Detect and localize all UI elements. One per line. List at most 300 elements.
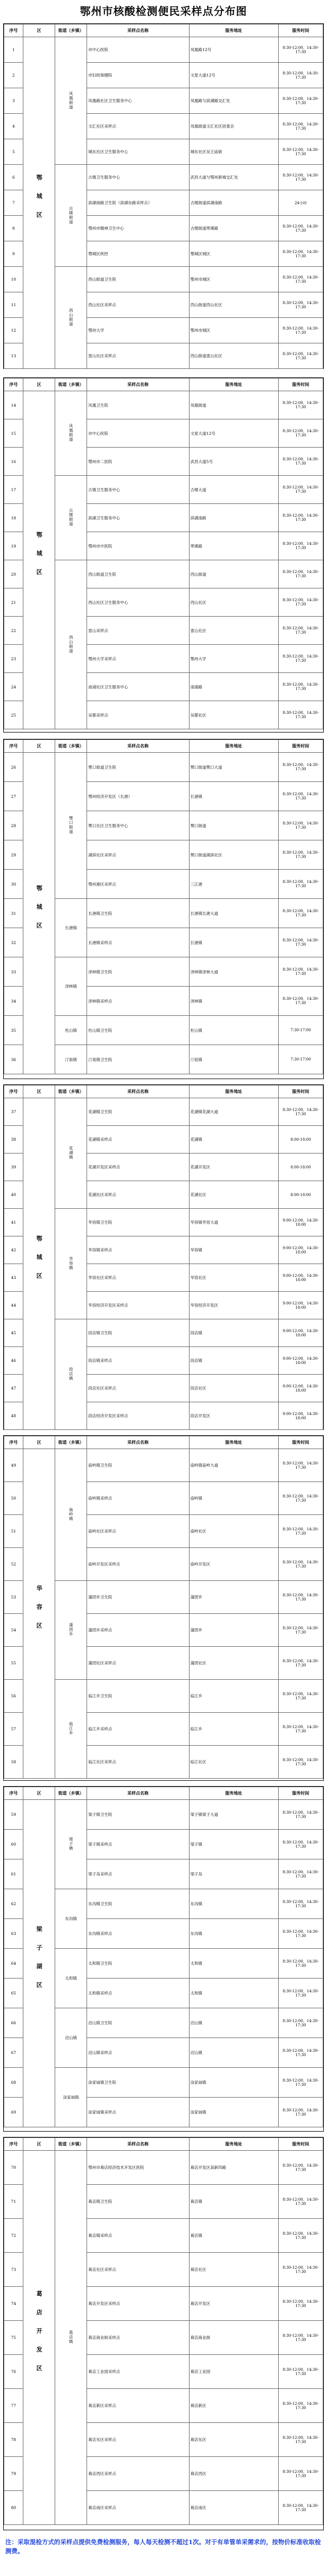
site-address: 杜山镇 bbox=[189, 1016, 278, 1045]
street-cell bbox=[55, 391, 87, 476]
row-number: 79 bbox=[4, 2457, 23, 2491]
column-header-address: 服务地址 bbox=[189, 1436, 278, 1449]
site-name: 梁子岛采样点 bbox=[87, 1859, 189, 1889]
site-name: 长港镇卫生院 bbox=[87, 899, 189, 928]
site-name: 凤凰路社区卫生服务中心 bbox=[87, 88, 189, 114]
column-header-address: 服务地址 bbox=[189, 1787, 278, 1800]
district-name: 鄂城区 bbox=[36, 1235, 43, 1291]
street-cell bbox=[55, 1016, 87, 1045]
site-name: 滨湖卫生服务中心 bbox=[87, 504, 189, 532]
service-hours: 8:30-12:00，14:30-17:30 bbox=[278, 1830, 323, 1859]
service-hours: 8:30-12:00，14:30-17:30 bbox=[278, 343, 323, 369]
header-row bbox=[4, 1787, 323, 1800]
street-name: 东沟镇 bbox=[65, 1916, 77, 1921]
row-number: 45 bbox=[4, 1319, 23, 1347]
site-address: 庙岭镇庙岭大道 bbox=[189, 1449, 278, 1482]
service-hours: 8:00-18:00 bbox=[278, 1181, 323, 1209]
site-address: 葛店社区 bbox=[189, 2253, 278, 2287]
sites-table bbox=[4, 2137, 323, 2525]
site-name: 鄂州市精神卫生中心 bbox=[87, 216, 189, 241]
row-number: 37 bbox=[4, 1098, 23, 1126]
row-number: 47 bbox=[4, 1375, 23, 1402]
service-hours: 8:30-12:00，14:30-17:30 bbox=[278, 139, 323, 165]
site-name: 东沟镇卫生院 bbox=[87, 1889, 189, 1919]
service-hours: 8:30-12:00，14:30-17:30 bbox=[278, 588, 323, 617]
site-address: 凤凰街道 bbox=[189, 391, 278, 419]
site-address: 葛店西区 bbox=[189, 2457, 278, 2491]
header-row bbox=[4, 740, 323, 753]
site-address: 临江乡 bbox=[189, 1713, 278, 1746]
column-header-address: 服务地址 bbox=[189, 2138, 278, 2151]
site-address: 凤凰路12号 bbox=[189, 37, 278, 63]
district-name: 华容区 bbox=[36, 1585, 43, 1641]
street-cell bbox=[55, 1581, 87, 1680]
column-header-site: 采样点名称 bbox=[87, 740, 189, 753]
site-address: 鄂州市城区 bbox=[189, 318, 278, 343]
site-name: 涂家垴镇采样点 bbox=[87, 2098, 189, 2127]
column-header-no: 序号 bbox=[4, 378, 23, 391]
row-number: 46 bbox=[4, 1347, 23, 1375]
service-hours: 8:30-12:00，14:30-17:30 bbox=[278, 2389, 323, 2423]
column-header-address: 服务地址 bbox=[189, 740, 278, 753]
site-address: 葛店镇 bbox=[189, 2185, 278, 2219]
row-number: 41 bbox=[4, 1209, 23, 1236]
site-name: 鄂州市葛店经济技术开发区医院 bbox=[87, 2151, 189, 2185]
street-cell bbox=[55, 476, 87, 560]
site-address: 樊口街道 bbox=[189, 811, 278, 840]
site-address: 华容镇 bbox=[189, 1236, 278, 1264]
service-hours: 8:30-12:00，14:30-17:30 bbox=[278, 870, 323, 899]
site-name: 梁子镇采样点 bbox=[87, 1830, 189, 1859]
sites-table bbox=[4, 1085, 323, 1430]
header-row bbox=[4, 24, 323, 37]
site-address: 西山街道 bbox=[189, 560, 278, 588]
street-name: 梁子镇 bbox=[68, 1837, 74, 1851]
service-hours: 8:30-12:00，14:30-17:30 bbox=[278, 2068, 323, 2098]
service-hours: 8:30-12:00，14:30-17:30 bbox=[278, 165, 323, 190]
site-address: 东沟镇 bbox=[189, 1919, 278, 1949]
site-name: 临江乡卫生院 bbox=[87, 1680, 189, 1713]
service-hours: 8:30-12:00，14:30-17:30 bbox=[278, 899, 323, 928]
service-hours: 8:30-12:00，14:30-17:30 bbox=[278, 1979, 323, 2008]
street-name: 凤凰街道 bbox=[68, 424, 74, 442]
site-name: 湖滨社区采样点 bbox=[87, 840, 189, 870]
service-hours: 8:30-12:00，14:30-17:30 bbox=[278, 1647, 323, 1680]
site-address: 葛店镇 bbox=[189, 2219, 278, 2253]
service-hours: 8:30-12:00，14:30-17:30 bbox=[278, 448, 323, 476]
site-name: 庙岭镇卫生院 bbox=[87, 1449, 189, 1482]
site-address: 沼山镇 bbox=[189, 2038, 278, 2068]
row-number: 34 bbox=[4, 987, 23, 1016]
service-hours: 8:30-12:00，14:30-17:30 bbox=[278, 241, 323, 267]
row-number: 12 bbox=[4, 318, 23, 343]
column-header-no: 序号 bbox=[4, 1787, 23, 1800]
service-hours: 8:30-12:00，14:30-17:30 bbox=[278, 645, 323, 673]
district-name: 梁子湖区 bbox=[36, 1925, 43, 2000]
street-cell bbox=[55, 1680, 87, 1779]
service-hours: 8:30-12:00，14:30-17:30 bbox=[278, 476, 323, 504]
service-hours: 8:30-12:00，14:30-17:30 bbox=[278, 2219, 323, 2253]
site-address: 涂家垴镇 bbox=[189, 2098, 278, 2127]
site-name: 西山街道卫生院 bbox=[87, 267, 189, 292]
district-name: 鄂城区 bbox=[36, 532, 43, 587]
service-hours: 8:30-12:00，14:30-17:30 bbox=[278, 1680, 323, 1713]
site-address: 庙岭开发区 bbox=[189, 1548, 278, 1581]
column-header-no: 序号 bbox=[4, 24, 23, 37]
row-number: 67 bbox=[4, 2038, 23, 2068]
service-hours: 8:30-12:00，14:30-17:30 bbox=[278, 782, 323, 811]
site-address: 长港镇长港大道 bbox=[189, 899, 278, 928]
site-name: 花湖社区采样点 bbox=[87, 1181, 189, 1209]
row-number: 31 bbox=[4, 899, 23, 928]
row-number: 40 bbox=[4, 1181, 23, 1209]
service-hours: 8:30-12:00，14:30-17:30 bbox=[278, 318, 323, 343]
site-address: 城东社区吴王庙街 bbox=[189, 139, 278, 165]
street-cell bbox=[55, 165, 87, 267]
table-sheet bbox=[3, 23, 324, 369]
site-name: 长港镇采样点 bbox=[87, 928, 189, 957]
service-hours: 8:30-12:00，14:30-17:30 bbox=[278, 753, 323, 782]
site-name: 杜山镇卫生院 bbox=[87, 1016, 189, 1045]
street-cell bbox=[55, 1449, 87, 1581]
service-hours: 9:00-12:00，14:30-18:00 bbox=[278, 1292, 323, 1319]
street-name: 段店镇 bbox=[68, 1367, 74, 1381]
site-address: 樊口街道樊口大道 bbox=[189, 753, 278, 782]
row-number: 10 bbox=[4, 267, 23, 292]
site-name: 凤凰卫生院 bbox=[87, 391, 189, 419]
column-header-site: 采样点名称 bbox=[87, 24, 189, 37]
street-cell bbox=[55, 1209, 87, 1319]
service-hours: 8:30-12:00，14:30-17:30 bbox=[278, 1548, 323, 1581]
site-address: 沼山镇 bbox=[189, 2008, 278, 2038]
site-address: 梁子岛 bbox=[189, 1859, 278, 1889]
site-name: 葛店南区采样点 bbox=[87, 2491, 189, 2525]
site-address: 庙岭社区 bbox=[189, 1515, 278, 1548]
site-address: 葛店商业街 bbox=[189, 2321, 278, 2355]
site-address: 汀祖镇 bbox=[189, 1045, 278, 1074]
site-name: 葛店镇采样点 bbox=[87, 2219, 189, 2253]
row-number: 18 bbox=[4, 504, 23, 532]
site-address: 凤凰街道文汇社区居委会 bbox=[189, 114, 278, 139]
service-hours: 8:30-12:00，14:30-17:30 bbox=[278, 957, 323, 987]
service-hours: 8:30-12:00，14:30-17:30 bbox=[278, 292, 323, 318]
street-name: 古楼街道 bbox=[68, 206, 74, 224]
row-number: 17 bbox=[4, 476, 23, 504]
row-number: 30 bbox=[4, 870, 23, 899]
row-number: 43 bbox=[4, 1264, 23, 1292]
street-name: 樊口街道 bbox=[68, 816, 74, 834]
row-number: 80 bbox=[4, 2491, 23, 2525]
column-header-hours: 服务时间 bbox=[278, 378, 323, 391]
site-address: 段店镇 bbox=[189, 1347, 278, 1375]
header-row bbox=[4, 378, 323, 391]
district-cell bbox=[23, 391, 55, 729]
service-hours: 8:30-12:00，14:30-17:30 bbox=[278, 1800, 323, 1830]
site-name: 南浦社区卫生服务中心 bbox=[87, 673, 189, 701]
column-header-hours: 服务时间 bbox=[278, 1085, 323, 1098]
site-address: 葛店新区 bbox=[189, 2389, 278, 2423]
site-address: 樊口街道湖滨社区 bbox=[189, 840, 278, 870]
site-address: 文星大道12号 bbox=[189, 63, 278, 88]
site-name: 滨湖南路卫生院（滨湖东路采样点） bbox=[87, 190, 189, 216]
header-row bbox=[4, 1436, 323, 1449]
service-hours: 9:00-12:00，14:30-18:00 bbox=[278, 1347, 323, 1375]
row-number: 26 bbox=[4, 753, 23, 782]
row-number: 16 bbox=[4, 448, 23, 476]
site-name: 葛店工业园采样点 bbox=[87, 2355, 189, 2389]
site-address: 鄂州市城区 bbox=[189, 267, 278, 292]
site-name: 华容经济开发区采样点 bbox=[87, 1292, 189, 1319]
street-cell bbox=[55, 37, 87, 165]
site-name: 鄂州经济开发区（长港） bbox=[87, 782, 189, 811]
row-number: 9 bbox=[4, 241, 23, 267]
site-name: 华容镇卫生院 bbox=[87, 1209, 189, 1236]
site-address: 花湖镇花湖大道 bbox=[189, 1098, 278, 1126]
header-row bbox=[4, 1085, 323, 1098]
site-address: 太和镇 bbox=[189, 1949, 278, 1979]
row-number: 56 bbox=[4, 1680, 23, 1713]
table-row bbox=[4, 1800, 323, 1830]
street-cell bbox=[55, 753, 87, 899]
site-address: 临江乡 bbox=[189, 1680, 278, 1713]
site-name: 樊口社区卫生服务中心 bbox=[87, 811, 189, 840]
district-name: 鄂城区 bbox=[36, 885, 43, 941]
site-name: 葛店社区采样点 bbox=[87, 2253, 189, 2287]
row-number: 4 bbox=[4, 114, 23, 139]
sites-table bbox=[4, 378, 323, 729]
site-address: 华容经济开发区 bbox=[189, 1292, 278, 1319]
column-header-district: 区 bbox=[23, 24, 55, 37]
site-address: 葛店工业园 bbox=[189, 2355, 278, 2389]
street-cell bbox=[55, 1319, 87, 1430]
site-name: 市中心医院 bbox=[87, 37, 189, 63]
site-name: 城东社区卫生服务中心 bbox=[87, 139, 189, 165]
row-number: 63 bbox=[4, 1919, 23, 1949]
table-row bbox=[4, 753, 323, 782]
site-name: 鄂州市二医院 bbox=[87, 448, 189, 476]
row-number: 73 bbox=[4, 2253, 23, 2287]
table-sheet bbox=[3, 1786, 324, 2132]
district-cell bbox=[23, 1800, 55, 2127]
street-name: 汀祖镇 bbox=[65, 1057, 77, 1062]
column-header-no: 序号 bbox=[4, 1085, 23, 1098]
street-cell bbox=[55, 1800, 87, 1889]
row-number: 33 bbox=[4, 957, 23, 987]
street-cell bbox=[55, 899, 87, 957]
service-hours: 9:00-12:00，14:30-18:00 bbox=[278, 1375, 323, 1402]
site-name: 临江乡采样点 bbox=[87, 1713, 189, 1746]
site-address: 长港镇 bbox=[189, 782, 278, 811]
service-hours: 8:30-12:00，14:30-17:30 bbox=[278, 504, 323, 532]
service-hours: 9:00-12:00，14:30-18:00 bbox=[278, 1402, 323, 1430]
service-hours: 9:00-12:00，14:30-18:00 bbox=[278, 1236, 323, 1264]
site-address: 梁子镇梁子大道 bbox=[189, 1800, 278, 1830]
row-number: 62 bbox=[4, 1889, 23, 1919]
service-hours: 8:30-12:00，14:30-17:30 bbox=[278, 2423, 323, 2457]
row-number: 23 bbox=[4, 645, 23, 673]
row-number: 70 bbox=[4, 2151, 23, 2185]
service-hours: 8:30-12:00，14:30-17:30 bbox=[278, 2457, 323, 2491]
service-hours: 8:30-12:00，14:30-17:30 bbox=[278, 1515, 323, 1548]
site-name: 葛店镇卫生院 bbox=[87, 2185, 189, 2219]
site-address: 古楼街道寒溪路 bbox=[189, 216, 278, 241]
service-hours: 8:30-12:00，14:30-17:30 bbox=[278, 2253, 323, 2287]
site-name: 段店镇卫生院 bbox=[87, 1319, 189, 1347]
table-row bbox=[4, 391, 323, 419]
street-cell bbox=[55, 1098, 87, 1209]
service-hours: 8:30-12:00，14:30-17:30 bbox=[278, 811, 323, 840]
row-number: 61 bbox=[4, 1859, 23, 1889]
site-name: 段店经济开发区采样点 bbox=[87, 1402, 189, 1430]
row-number: 32 bbox=[4, 928, 23, 957]
street-cell bbox=[55, 1889, 87, 1949]
service-hours: 8:30-12:00，14:30-17:30 bbox=[278, 88, 323, 114]
service-hours: 8:30-12:00，14:30-17:30 bbox=[278, 2151, 323, 2185]
row-number: 28 bbox=[4, 811, 23, 840]
table-sheet bbox=[3, 2137, 324, 2530]
site-name: 泽林镇卫生院 bbox=[87, 957, 189, 987]
column-header-district: 区 bbox=[23, 1436, 55, 1449]
street-name: 西山街道 bbox=[68, 635, 74, 653]
site-address: 古楼街道滨湖南路 bbox=[189, 190, 278, 216]
site-address: 古楼大道 bbox=[189, 476, 278, 504]
service-hours: 7:30-17:00 bbox=[278, 1045, 323, 1074]
site-name: 段店社区采样点 bbox=[87, 1375, 189, 1402]
street-cell bbox=[55, 560, 87, 729]
service-hours: 8:00-18:00 bbox=[278, 1154, 323, 1181]
row-number: 11 bbox=[4, 292, 23, 318]
service-hours: 8:30-12:00，14:30-17:30 bbox=[278, 114, 323, 139]
street-name: 古楼街道 bbox=[68, 508, 74, 526]
site-address: 葛店开发区 bbox=[189, 2287, 278, 2321]
site-name: 沼山镇采样点 bbox=[87, 2038, 189, 2068]
sites-table bbox=[4, 1436, 323, 1779]
row-number: 3 bbox=[4, 88, 23, 114]
column-header-street: 街道（乡镇） bbox=[55, 1436, 87, 1449]
site-address: 西山街道雷山社区 bbox=[189, 343, 278, 369]
row-number: 68 bbox=[4, 2068, 23, 2098]
table-sheet bbox=[3, 377, 324, 733]
row-number: 39 bbox=[4, 1154, 23, 1181]
service-hours: 9:00-12:00，14:30-18:00 bbox=[278, 1209, 323, 1236]
site-name: 花湖镇采样点 bbox=[87, 1126, 189, 1154]
site-name: 鄂州大学 bbox=[87, 318, 189, 343]
row-number: 55 bbox=[4, 1647, 23, 1680]
row-number: 65 bbox=[4, 1979, 23, 2008]
column-header-no: 序号 bbox=[4, 1436, 23, 1449]
table-row bbox=[4, 1449, 323, 1482]
column-header-hours: 服务时间 bbox=[278, 24, 323, 37]
street-name: 涂家垴镇 bbox=[63, 2095, 79, 2100]
site-name: 太和镇卫生院 bbox=[87, 1949, 189, 1979]
site-name: 华容社区采样点 bbox=[87, 1264, 189, 1292]
service-hours: 8:30-12:00，14:30-17:30 bbox=[278, 216, 323, 241]
district-cell bbox=[23, 1449, 55, 1779]
site-address: 段店开发区 bbox=[189, 1402, 278, 1430]
site-name: 蒲团社区采样点 bbox=[87, 1647, 189, 1680]
row-number: 1 bbox=[4, 37, 23, 63]
table-row bbox=[4, 2151, 323, 2185]
site-address: 鄂州大学 bbox=[189, 645, 278, 673]
street-name: 葛店镇 bbox=[68, 2330, 74, 2344]
service-hours: 8:30-12:00，14:30-17:30 bbox=[278, 267, 323, 292]
service-hours: 8:00-18:00 bbox=[278, 1126, 323, 1154]
sites-table bbox=[4, 1787, 323, 2127]
service-hours: 8:30-12:00，14:30-17:30 bbox=[278, 560, 323, 588]
site-address: 花湖社区 bbox=[189, 1181, 278, 1209]
site-address: 东沟镇 bbox=[189, 1889, 278, 1919]
site-name: 葛店新区采样点 bbox=[87, 2389, 189, 2423]
street-name: 太和镇 bbox=[65, 1976, 77, 1981]
table-sheet bbox=[3, 739, 324, 1079]
sites-table bbox=[4, 24, 323, 369]
site-name: 雷山社区采样点 bbox=[87, 343, 189, 369]
site-address: 庙岭镇 bbox=[189, 1482, 278, 1515]
site-address: 雷山社区 bbox=[189, 617, 278, 645]
street-cell bbox=[55, 2008, 87, 2068]
site-address: 花湖开发区 bbox=[189, 1154, 278, 1181]
column-header-site: 采样点名称 bbox=[87, 1436, 189, 1449]
site-address: 花湖镇 bbox=[189, 1126, 278, 1154]
row-number: 13 bbox=[4, 343, 23, 369]
street-name: 沼山镇 bbox=[65, 2035, 77, 2040]
site-name: 庙岭开发区采样点 bbox=[87, 1548, 189, 1581]
site-address: 涂家垴镇 bbox=[189, 2068, 278, 2098]
column-header-site: 采样点名称 bbox=[87, 378, 189, 391]
service-hours: 8:30-12:00，14:30-17:30 bbox=[278, 2287, 323, 2321]
site-name: 西山街道卫生院 bbox=[87, 560, 189, 588]
column-header-street: 街道（乡镇） bbox=[55, 1085, 87, 1098]
site-address: 葛店东区 bbox=[189, 2423, 278, 2457]
district-cell bbox=[23, 37, 55, 369]
site-name: 西山社区卫生服务中心 bbox=[87, 588, 189, 617]
column-header-hours: 服务时间 bbox=[278, 1436, 323, 1449]
service-hours: 8:30-12:00，14:30-17:30 bbox=[278, 2185, 323, 2219]
site-name: 西山社区采样点 bbox=[87, 292, 189, 318]
column-header-street: 街道（乡镇） bbox=[55, 1787, 87, 1800]
service-hours: 8:30-12:00，14:30-17:30 bbox=[278, 1949, 323, 1979]
site-address: 寒溪路 bbox=[189, 532, 278, 560]
row-number: 77 bbox=[4, 2389, 23, 2423]
street-name: 华容镇 bbox=[68, 1256, 74, 1270]
service-hours: 8:30-12:00，14:30-17:30 bbox=[278, 37, 323, 63]
table-row bbox=[4, 1098, 323, 1126]
row-number: 60 bbox=[4, 1830, 23, 1859]
row-number: 52 bbox=[4, 1548, 23, 1581]
row-number: 22 bbox=[4, 617, 23, 645]
district-cell bbox=[23, 1098, 55, 1430]
site-name: 汀祖镇卫生院 bbox=[87, 1045, 189, 1074]
column-header-street: 街道（乡镇） bbox=[55, 2138, 87, 2151]
site-name: 葛店商业街采样点 bbox=[87, 2321, 189, 2355]
service-hours: 8:30-12:00，14:30-17:30 bbox=[278, 532, 323, 560]
service-hours: 8:30-12:00，14:30-17:30 bbox=[278, 987, 323, 1016]
service-hours: 8:30-12:00，14:30-17:30 bbox=[278, 1449, 323, 1482]
service-hours: 8:30-12:00，14:30-17:30 bbox=[278, 1859, 323, 1889]
site-name: 葛店东区采样点 bbox=[87, 2423, 189, 2457]
service-hours: 8:30-12:00，14:30-17:30 bbox=[278, 1889, 323, 1919]
service-hours: 8:30-12:00，14:30-17:30 bbox=[278, 2355, 323, 2389]
site-address: 太和镇 bbox=[189, 1979, 278, 2008]
row-number: 50 bbox=[4, 1482, 23, 1515]
row-number: 71 bbox=[4, 2185, 23, 2219]
row-number: 49 bbox=[4, 1449, 23, 1482]
street-cell bbox=[55, 1045, 87, 1074]
site-name: 临江社区采样点 bbox=[87, 1746, 189, 1779]
site-name: 花湖镇卫生院 bbox=[87, 1098, 189, 1126]
service-hours: 8:30-12:00，14:30-17:30 bbox=[278, 2008, 323, 2038]
service-hours: 8:30-12:00，14:30-17:30 bbox=[278, 1614, 323, 1647]
